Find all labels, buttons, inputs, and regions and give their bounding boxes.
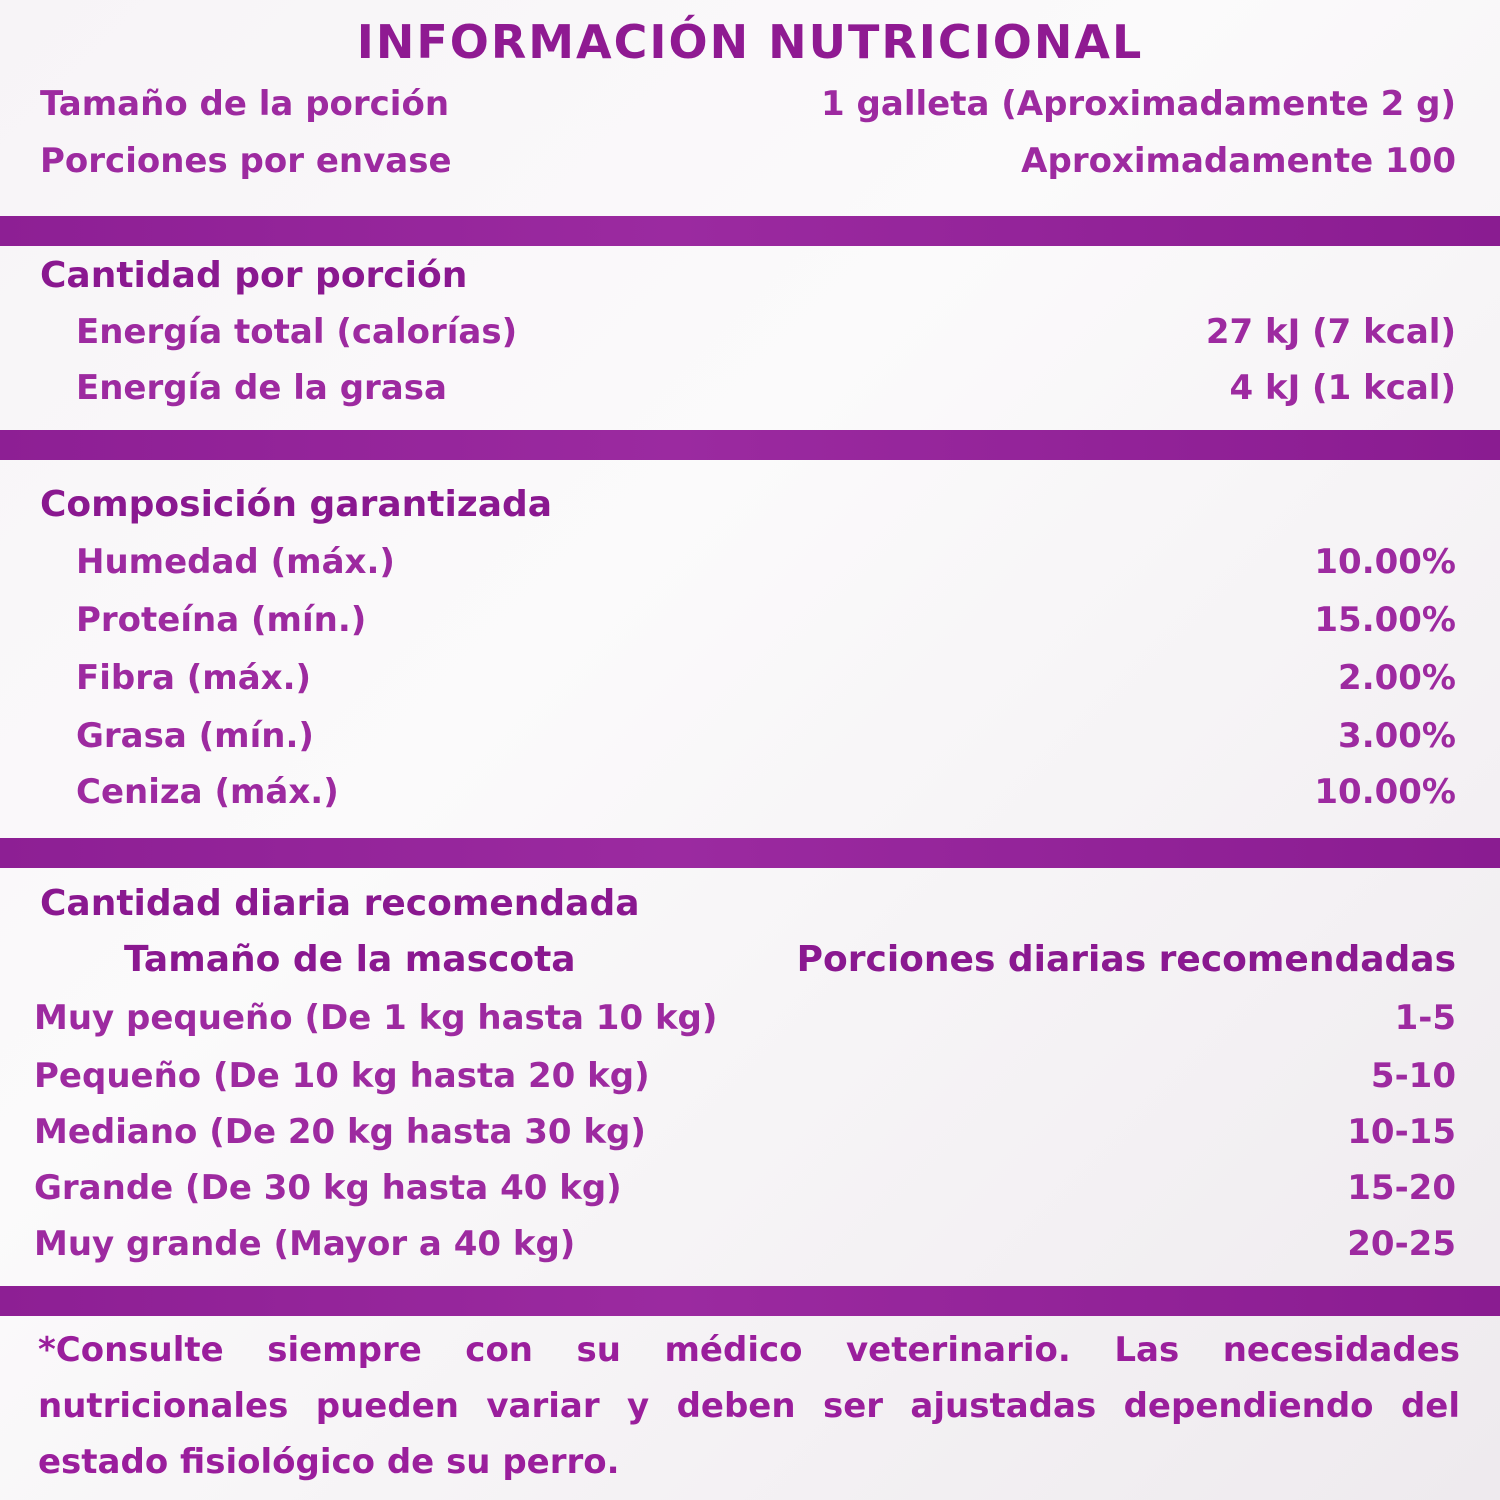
- composition-value: 2.00%: [1338, 658, 1456, 698]
- nutrient-value: 4 kJ (1 kcal): [1229, 368, 1456, 408]
- composition-row: [0, 650, 1500, 706]
- daily-recommended-row: [0, 990, 1500, 1046]
- composition-value: 3.00%: [1338, 716, 1456, 756]
- nutrient-row: [0, 304, 1500, 360]
- nutrient-label: Energía total (calorías): [76, 312, 518, 352]
- daily-servings-value: 20-25: [1347, 1224, 1456, 1264]
- composition-label: Fibra (máx.): [76, 658, 312, 698]
- composition-value: 10.00%: [1314, 542, 1456, 582]
- servings-per-container-row: [0, 133, 1500, 189]
- composition-label: Proteína (mín.): [76, 600, 367, 640]
- composition-row: [0, 708, 1500, 764]
- divider-bar: [0, 430, 1500, 460]
- daily-servings-value: 10-15: [1347, 1112, 1456, 1152]
- veterinarian-footnote: *Consulte siempre con su médico veterinario. Las necesidades nutricionales pueden variar y deben ser ajustadas dependiendo del estado fisiológico de su perro.: [38, 1330, 1460, 1482]
- composition-row: [0, 534, 1500, 590]
- composition-label: Ceniza (máx.): [76, 772, 339, 812]
- servings-per-container-value: Aproximadamente 100: [1021, 141, 1456, 181]
- pet-size-label: Muy grande (Mayor a 40 kg): [34, 1224, 576, 1264]
- divider-bar: [0, 1286, 1500, 1316]
- daily-servings-value: 1-5: [1394, 998, 1456, 1038]
- daily-recommended-row: [0, 1104, 1500, 1160]
- pet-size-label: Grande (De 30 kg hasta 40 kg): [34, 1168, 622, 1208]
- composition-heading: Composición garantizada: [40, 484, 553, 525]
- daily-servings-value: 5-10: [1370, 1056, 1456, 1096]
- daily-recommended-row: [0, 1160, 1500, 1216]
- pet-size-label: Pequeño (De 10 kg hasta 20 kg): [34, 1056, 650, 1096]
- divider-bar: [0, 216, 1500, 246]
- serving-size-value: 1 galleta (Aproximadamente 2 g): [821, 84, 1456, 124]
- label-title: INFORMACIÓN NUTRICIONAL: [356, 15, 1144, 69]
- daily-servings-value: 15-20: [1347, 1168, 1456, 1208]
- servings-per-container-label: Porciones por envase: [40, 141, 452, 181]
- serving-size-row: [0, 76, 1500, 132]
- daily-recommended-heading-row: [0, 876, 1500, 932]
- composition-label: Grasa (mín.): [76, 716, 314, 756]
- column-header-pet-size: Tamaño de la mascota: [124, 939, 576, 980]
- daily-recommended-row: [0, 1216, 1500, 1272]
- nutrient-value: 27 kJ (7 kcal): [1205, 312, 1456, 352]
- pet-size-label: Mediano (De 20 kg hasta 30 kg): [34, 1112, 646, 1152]
- composition-label: Humedad (máx.): [76, 542, 395, 582]
- composition-value: 15.00%: [1314, 600, 1456, 640]
- column-header-daily-servings: Porciones diarias recomendadas: [796, 939, 1456, 980]
- nutrient-label: Energía de la grasa: [76, 368, 447, 408]
- composition-heading-row: [0, 477, 1500, 533]
- amount-per-serving-heading: Cantidad por porción: [40, 255, 468, 296]
- daily-recommended-heading: Cantidad diaria recomendada: [40, 883, 640, 924]
- daily-recommended-row: [0, 1048, 1500, 1104]
- daily-recommended-column-headers: [0, 932, 1500, 988]
- amount-per-serving-heading-row: [0, 248, 1500, 304]
- composition-row: [0, 764, 1500, 820]
- composition-row: [0, 592, 1500, 648]
- composition-value: 10.00%: [1314, 772, 1456, 812]
- nutrient-row: [0, 360, 1500, 416]
- pet-size-label: Muy pequeño (De 1 kg hasta 10 kg): [34, 998, 718, 1038]
- serving-size-label: Tamaño de la porción: [40, 84, 450, 124]
- divider-bar: [0, 838, 1500, 868]
